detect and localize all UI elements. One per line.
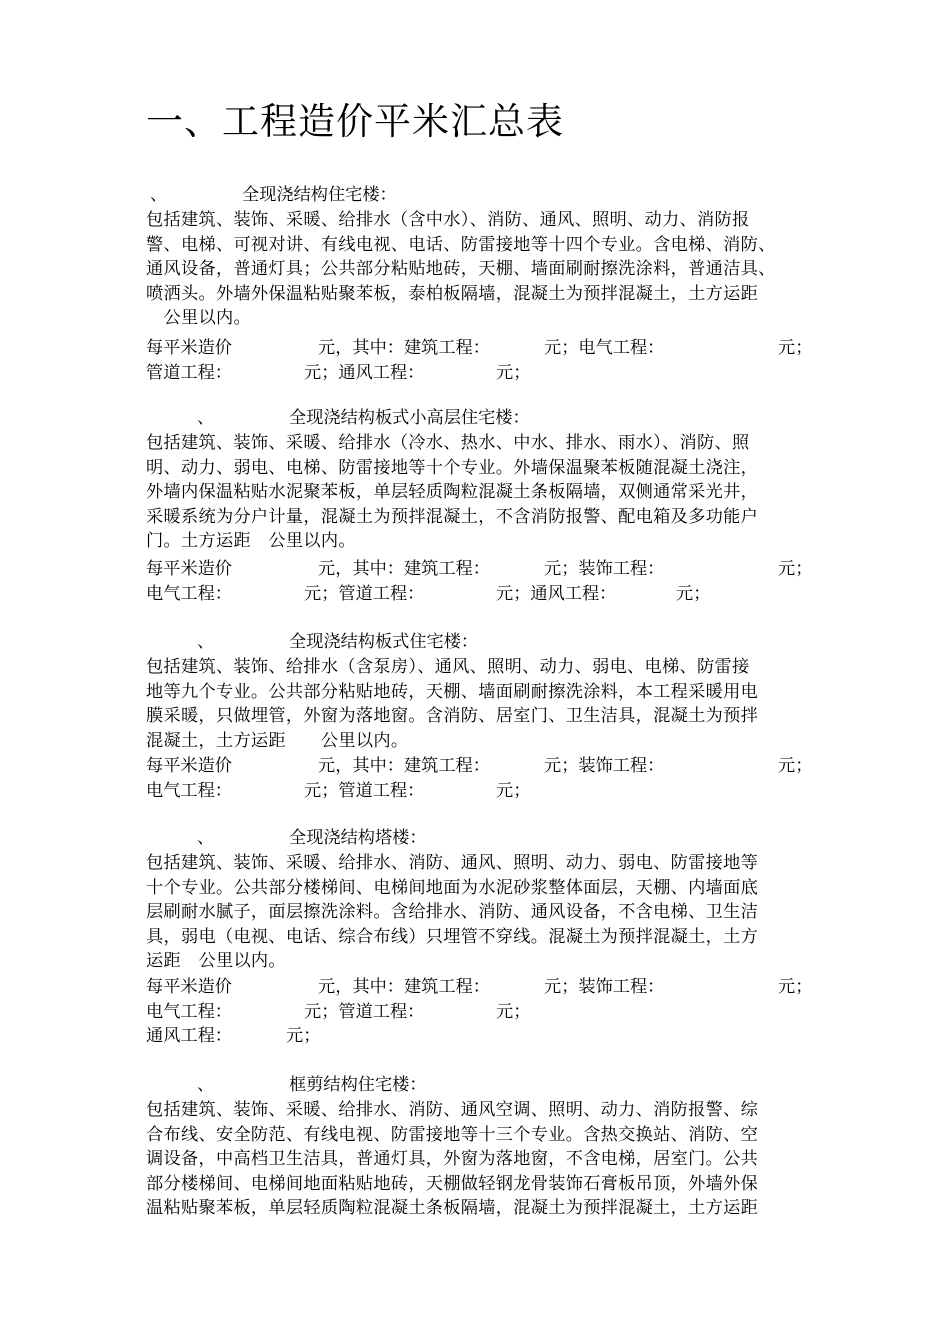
cost-label: 通风工程： [146, 1026, 232, 1046]
section-4-heading: 全现浇结构塔楼： [289, 828, 427, 848]
section-1-text-line: 包括建筑、装饰、采暖、给排水（含中水）、消防、通风、照明、动力、消防报 [146, 210, 750, 230]
page-title: 一、工程造价平米汇总表 [146, 100, 564, 143]
section-4-text-line: 运距 公里以内。 [146, 951, 286, 972]
cost-label: 元，其中：建筑工程： [318, 977, 490, 997]
section-4-text-line: 具，弱电（电视、电话、综合布线）只埋管不穿线。混凝土为预拌混凝土，土方 [146, 926, 759, 947]
section-3-cost-row [146, 779, 806, 803]
cost-label: 每平米造价 [146, 338, 232, 358]
section-5-text-line: 包括建筑、装饰、采暖、给排水、消防、通风空调、照明、动力、消防报警、综 [146, 1100, 759, 1120]
section-3-text-line: 膜采暖，只做埋管，外窗为落地窗。含消防、居室门、卫生洁具，混凝土为预拌 [146, 706, 759, 727]
cost-label: 电气工程： [146, 583, 232, 604]
cost-label: 元； [286, 1026, 321, 1046]
cost-label: 元； [496, 362, 531, 383]
cost-label: 元，其中：建筑工程： [318, 559, 490, 579]
cost-label: 电气工程： [146, 780, 232, 801]
section-3-text-line: 包括建筑、装饰、给排水（含泵房）、通风、照明、动力、弱电、电梯、防雷接 [146, 657, 750, 677]
section-1-heading: 全现浇结构住宅楼： [242, 185, 397, 205]
section-4-number-mark: 、 [197, 828, 215, 848]
section-2-cost-row [146, 557, 813, 581]
section-5-text-line: 部分楼梯间、电梯间地面粘贴地砖，天棚做轻钢龙骨装饰石膏板吊顶，外墙外保 [146, 1173, 759, 1194]
section-5-text-line: 温粘贴聚苯板，单层轻质陶粒混凝土条板隔墙，混凝土为预拌混凝土，土方运距 [146, 1198, 759, 1219]
cost-label: 元； [496, 780, 531, 801]
section-5-number-mark: 、 [197, 1075, 215, 1095]
cost-label: 元；通风工程： [304, 362, 425, 383]
section-3-text-line: 地等九个专业。公共部分粘贴地砖，天棚、墙面刷耐擦洗涂料，本工程采暖用电 [146, 681, 759, 702]
cost-label: 管道工程： [146, 362, 232, 383]
cost-label: 元；通风工程： [496, 583, 617, 604]
cost-label: 元； [496, 1001, 531, 1022]
section-4-cost-row [146, 1000, 806, 1024]
section-3-heading: 全现浇结构板式住宅楼： [289, 632, 479, 652]
cost-label: 元； [778, 559, 813, 579]
cost-label: 元；管道工程： [304, 583, 425, 604]
section-4-text-line: 包括建筑、装饰、采暖、给排水、消防、通风、照明、动力、弱电、防雷接地等 [146, 853, 759, 873]
section-1-cost-row [146, 361, 806, 385]
cost-label: 每平米造价 [146, 756, 232, 776]
section-1-text-line: 警、电梯、可视对讲、有线电视、电话、防雷接地等十四个专业。含电梯、消防、 [146, 234, 776, 255]
cost-label: 元； [778, 756, 813, 776]
section-1-text-line: 通风设备，普通灯具；公共部分粘贴地砖，天棚、墙面刷耐擦洗涂料，普通洁具、 [146, 259, 776, 280]
section-1-text-line: 喷洒头。外墙外保温粘贴聚苯板，泰柏板隔墙，混凝土为预拌混凝土，土方运距 [146, 283, 759, 304]
section-2-heading: 全现浇结构板式小高层住宅楼： [289, 408, 530, 428]
cost-label: 元；管道工程： [304, 1001, 425, 1022]
section-2-text-line: 门。土方运距 公里以内。 [146, 531, 356, 552]
cost-label: 元，其中：建筑工程： [318, 756, 490, 776]
section-2-cost-row [146, 582, 806, 606]
cost-label: 元； [676, 583, 711, 604]
cost-label: 每平米造价 [146, 977, 232, 997]
cost-label: 电气工程： [146, 1001, 232, 1022]
section-2-text-line: 明、动力、弱电、电梯、防雷接地等十个专业。外墙保温聚苯板随混凝土浇注， [146, 457, 759, 478]
section-2-text-line: 外墙内保温粘贴水泥聚苯板，单层轻质陶粒混凝土条板隔墙，双侧通常采光井， [146, 482, 759, 503]
section-5-text-line: 合布线、安全防范、有线电视、防雷接地等十三个专业。含热交换站、消防、空 [146, 1124, 759, 1145]
cost-label: 元；装饰工程： [544, 756, 665, 776]
cost-label: 元；管道工程： [304, 780, 425, 801]
section-1-cost-row [146, 336, 813, 360]
section-5-text-line: 调设备，中高档卫生洁具，普通灯具，外窗为落地窗，不含电梯，居室门。公共 [146, 1149, 759, 1170]
section-2-text-line: 采暖系统为分户计量，混凝土为预拌混凝土，不含消防报警、配电箱及多功能户 [146, 506, 759, 527]
section-3-number-mark: 、 [197, 632, 215, 652]
section-2-text-line: 包括建筑、装饰、采暖、给排水（冷水、热水、中水、排水、雨水）、消防、照 [146, 433, 750, 453]
section-3-cost-row [146, 754, 813, 778]
cost-label: 元，其中：建筑工程： [318, 338, 490, 358]
section-4-text-line: 十个专业。公共部分楼梯间、电梯间地面为水泥砂浆整体面层，天棚、内墙面底 [146, 877, 759, 898]
section-4-cost-row [146, 975, 813, 999]
section-1-number-mark: 、 [150, 185, 168, 205]
cost-label: 元；电气工程： [544, 338, 665, 358]
cost-label: 元；装饰工程： [544, 559, 665, 579]
cost-label: 元；装饰工程： [544, 977, 665, 997]
section-4-text-line: 层刷耐水腻子，面层擦洗涂料。含给排水、消防、通风设备，不含电梯、卫生洁 [146, 902, 759, 923]
section-5-heading: 框剪结构住宅楼： [289, 1075, 427, 1095]
section-3-text-line: 混凝土，土方运距 公里以内。 [146, 730, 409, 751]
cost-label: 每平米造价 [146, 559, 232, 579]
cost-label: 元； [778, 977, 813, 997]
section-2-number-mark: 、 [197, 408, 215, 428]
section-1-text-line: 公里以内。 [146, 308, 251, 329]
section-4-cost-row [146, 1024, 806, 1048]
cost-label: 元； [778, 338, 813, 358]
